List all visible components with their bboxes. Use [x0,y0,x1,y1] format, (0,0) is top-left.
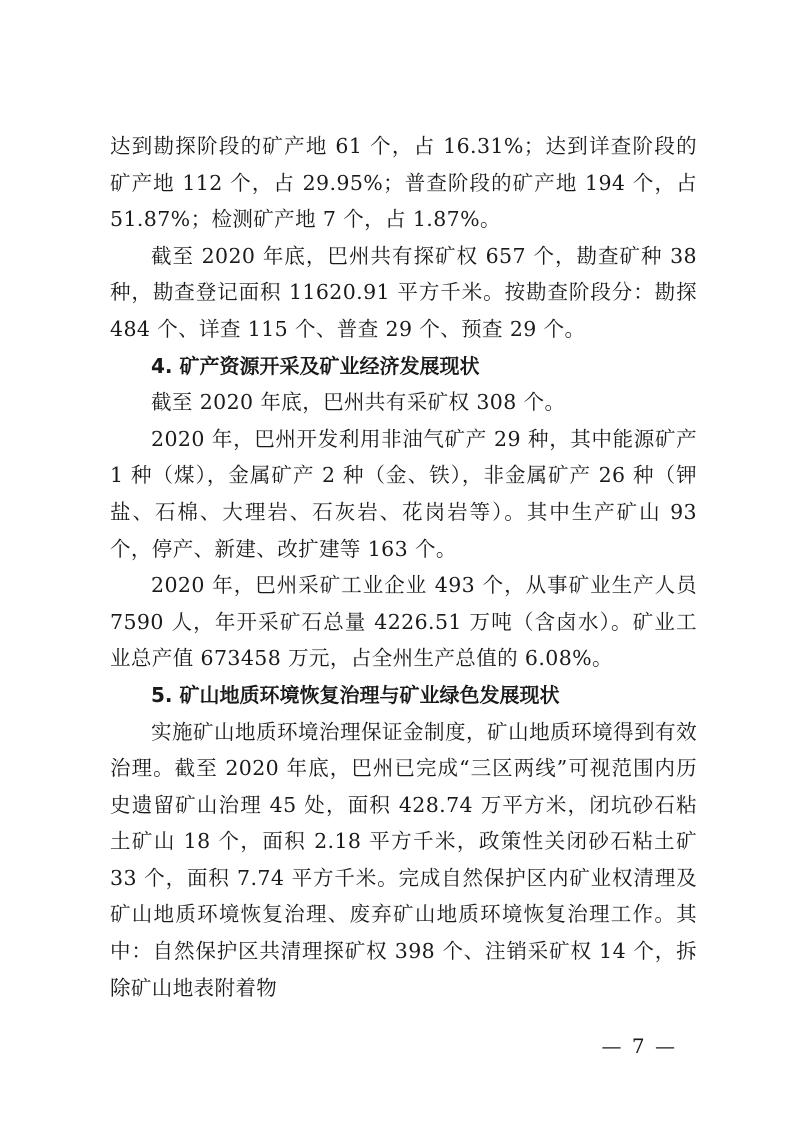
paragraph-mineral-utilization: 2020 年，巴州开发利用非油气矿产 29 种，其中能源矿产 1 种（煤），金属矿产 2 种（金、铁），非金属矿产 26 种（钾盐、石棉、大理岩、石灰岩、花岗岩等）。其中生产矿山 93 个，停产、新建、改扩建等 163 个。 [110,426,697,561]
paragraph-environment-restoration: 实施矿山地质环境治理保证金制度，矿山地质环境得到有效治理。截至 2020 年底，巴州已完成“三区两线”可视范围内历史遗留矿山治理 45 处，面积 428.74 万平方米，闭坑砂石粘土矿山 18 个，面积 2.18 平方千米，政策性关闭砂石粘土矿 33 个，面积 7.74 平方千米。完成自然保护区内矿业权清理及矿山地质环境恢复治理、废弃矿山地质环境恢复治理工作。其中：自然保护区共清理探矿权 398 个、注销采矿权 14 个，拆除矿山地表附着物 [110,719,697,1000]
paragraph-mining-rights: 截至 2020 年底，巴州共有采矿权 308 个。 [151,390,566,415]
section-heading-4: 4. 矿产资源开采及矿业经济发展现状 [151,353,480,378]
paragraph-exploration-stats: 达到勘探阶段的矿产地 61 个，占 16.31%；达到详查阶段的矿产地 112 个，占 29.95%；普查阶段的矿产地 194 个，占 51.87%；检测矿产地 7 个，占 1.87%。 [110,134,697,232]
page-number: — 7 — [601,1034,677,1058]
section-heading-5: 5. 矿山地质环境恢复治理与矿业绿色发展现状 [151,682,560,707]
paragraph-mining-industry: 2020 年，巴州采矿工业企业 493 个，从事矿业生产人员 7590 人，年开采矿石总量 4226.51 万吨（含卤水）。矿业工业总产值 673458 万元，占全州生产总值的 6.08%。 [110,573,697,671]
paragraph-exploration-rights: 截至 2020 年底，巴州共有探矿权 657 个，勘查矿种 38 种，勘查登记面积 11620.91 平方千米。按勘查阶段分：勘探 484 个、详查 115 个、普查 29 个、预查 29 个。 [110,243,697,341]
